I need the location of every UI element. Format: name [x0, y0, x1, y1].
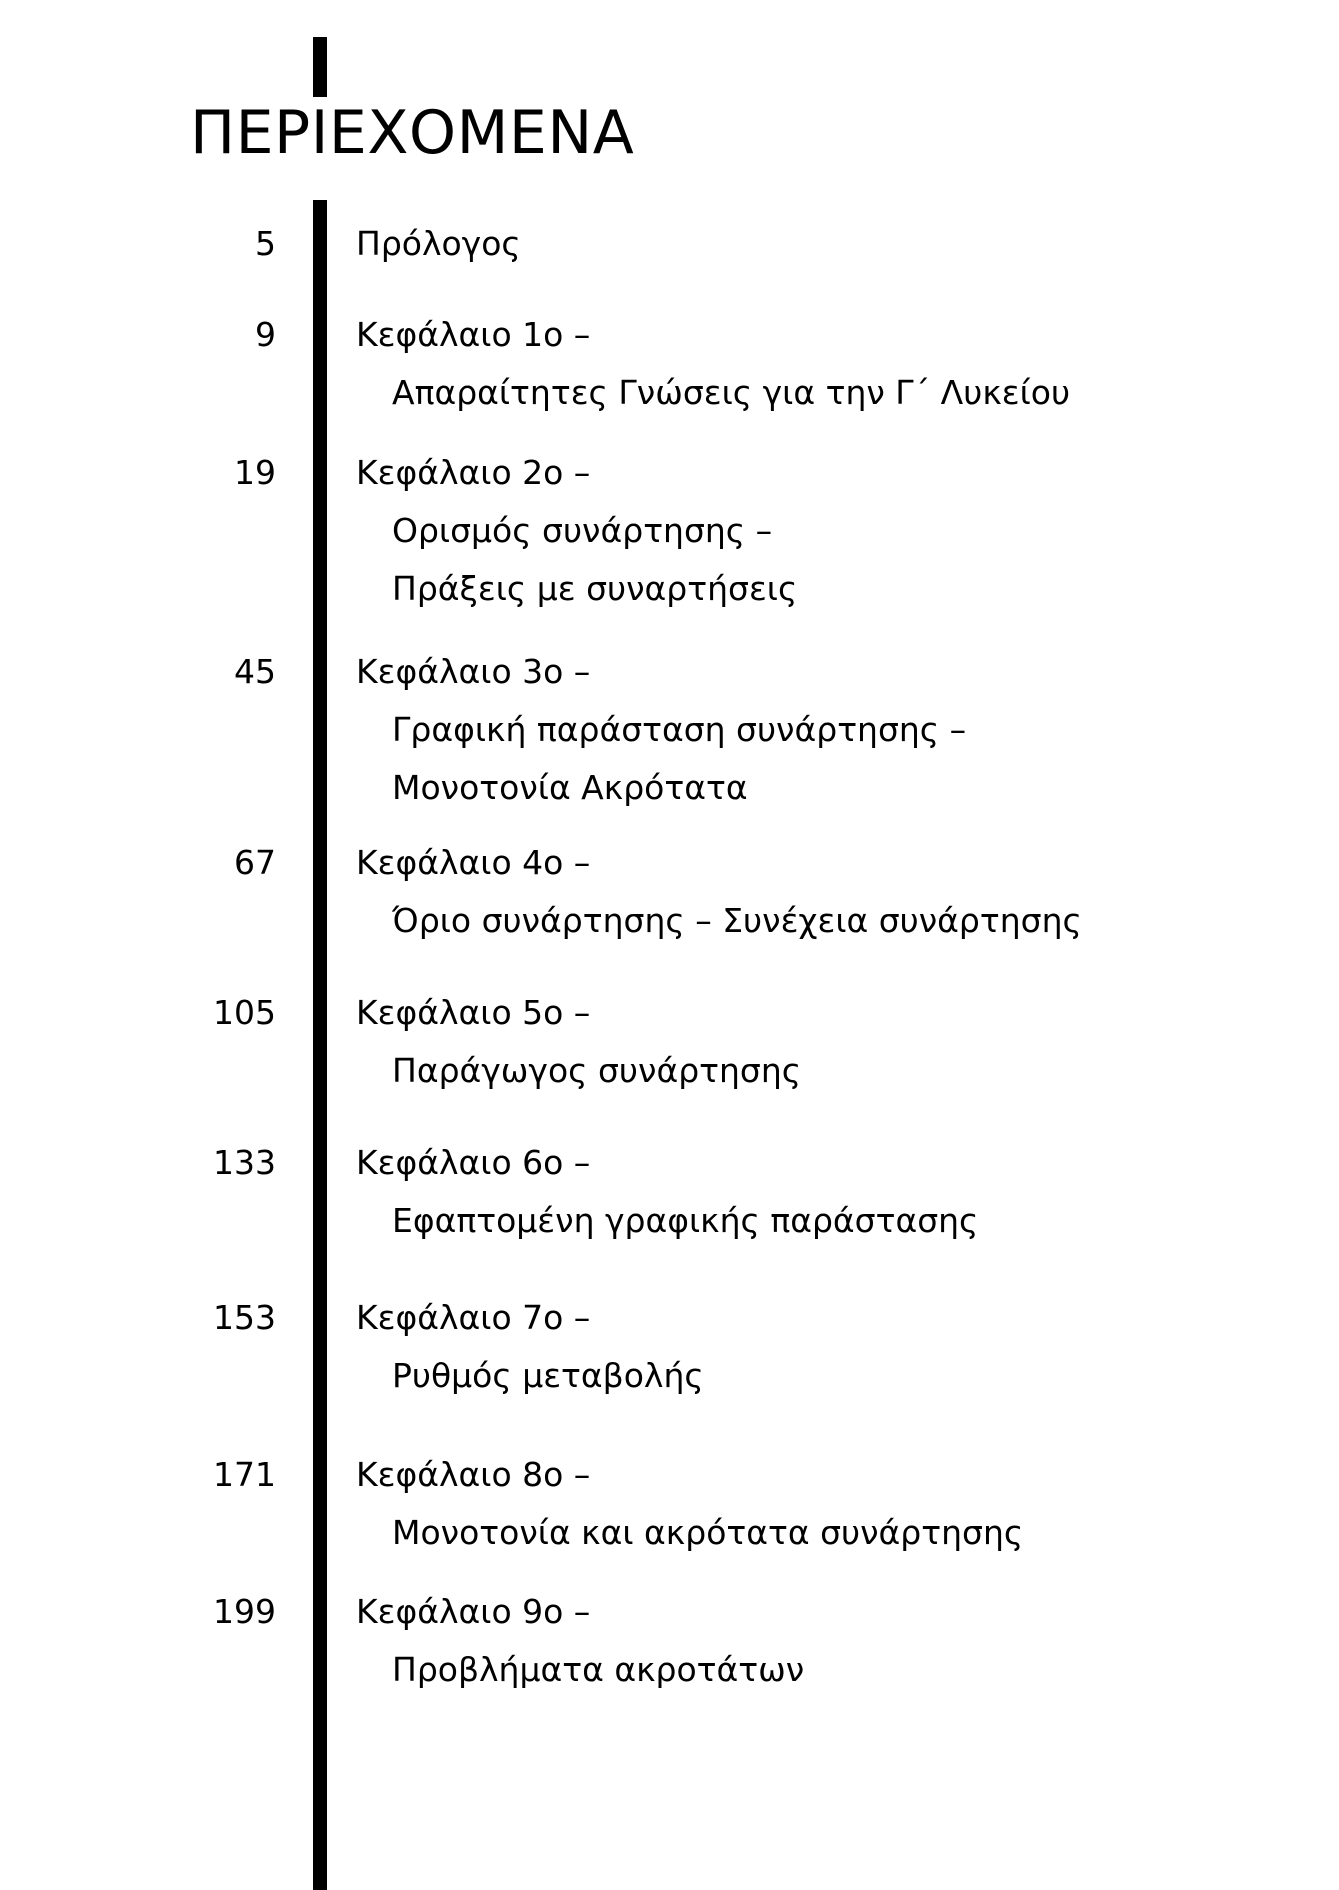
toc-heading: Κεφάλαιο 4ο –: [356, 843, 591, 882]
toc-subtitle: Ορισμός συνάρτησης –: [392, 511, 773, 550]
toc-page-number: 199: [213, 1592, 276, 1631]
toc-heading: Κεφάλαιο 9ο –: [356, 1592, 591, 1631]
toc-subtitle: Ρυθμός μεταβολής: [392, 1356, 704, 1395]
toc-entry-text: [356, 1289, 704, 1405]
decorative-bar-top: [313, 37, 327, 97]
toc-subtitle: Προβλήματα ακροτάτων: [392, 1650, 805, 1689]
toc-entry-text: [356, 444, 797, 618]
toc-heading: Κεφάλαιο 1ο –: [356, 315, 591, 354]
toc-subtitle: Όριο συνάρτησης – Συνέχεια συνάρτησης: [392, 901, 1082, 940]
toc-page-number: 45: [234, 652, 276, 691]
toc-page-number: 105: [213, 993, 276, 1032]
toc-entry-text: [356, 984, 801, 1100]
toc-heading: Πρόλογος: [356, 224, 521, 263]
toc-entry-text: [356, 1583, 804, 1699]
toc-heading: Κεφάλαιο 7ο –: [356, 1298, 591, 1337]
toc-subtitle: Παράγωγος συνάρτησης: [392, 1051, 802, 1090]
toc-entry-text: [356, 1134, 978, 1250]
toc-entry-text: [356, 1446, 1023, 1562]
toc-page-number: 67: [234, 843, 276, 882]
toc-entry-text: [356, 643, 966, 817]
toc-entry-text: [356, 306, 1070, 422]
toc-subtitle: Εφαπτομένη γραφικής παράστασης: [392, 1201, 979, 1240]
toc-page-number: 171: [213, 1455, 276, 1494]
toc-heading: Κεφάλαιο 5ο –: [356, 993, 591, 1032]
toc-heading: Κεφάλαιο 3ο –: [356, 652, 591, 691]
toc-page-number: 9: [255, 315, 276, 354]
toc-page-number: 19: [234, 453, 276, 492]
toc-subtitle: Απαραίτητες Γνώσεις για την Γ΄ Λυκείου: [392, 373, 1071, 412]
toc-page-number: 133: [213, 1143, 276, 1182]
toc-subtitle: Μονοτονία και ακρότατα συνάρτησης: [392, 1513, 1024, 1552]
page-title: ΠΕΡΙΕΧΟΜΕΝΑ: [190, 98, 635, 168]
toc-heading: Κεφάλαιο 8ο –: [356, 1455, 591, 1494]
toc-page-number: 153: [213, 1298, 276, 1337]
toc-entry-text: [356, 834, 1082, 950]
toc-entry-text: [356, 215, 521, 273]
toc-heading: Κεφάλαιο 2ο –: [356, 453, 591, 492]
toc-subtitle: Μονοτονία Ακρότατα: [392, 768, 748, 807]
toc-subtitle: Πράξεις με συναρτήσεις: [392, 569, 798, 608]
decorative-bar-main: [313, 200, 327, 1890]
toc-heading: Κεφάλαιο 6ο –: [356, 1143, 591, 1182]
toc-subtitle: Γραφική παράσταση συνάρτησης –: [392, 710, 967, 749]
toc-page-number: 5: [255, 224, 276, 263]
